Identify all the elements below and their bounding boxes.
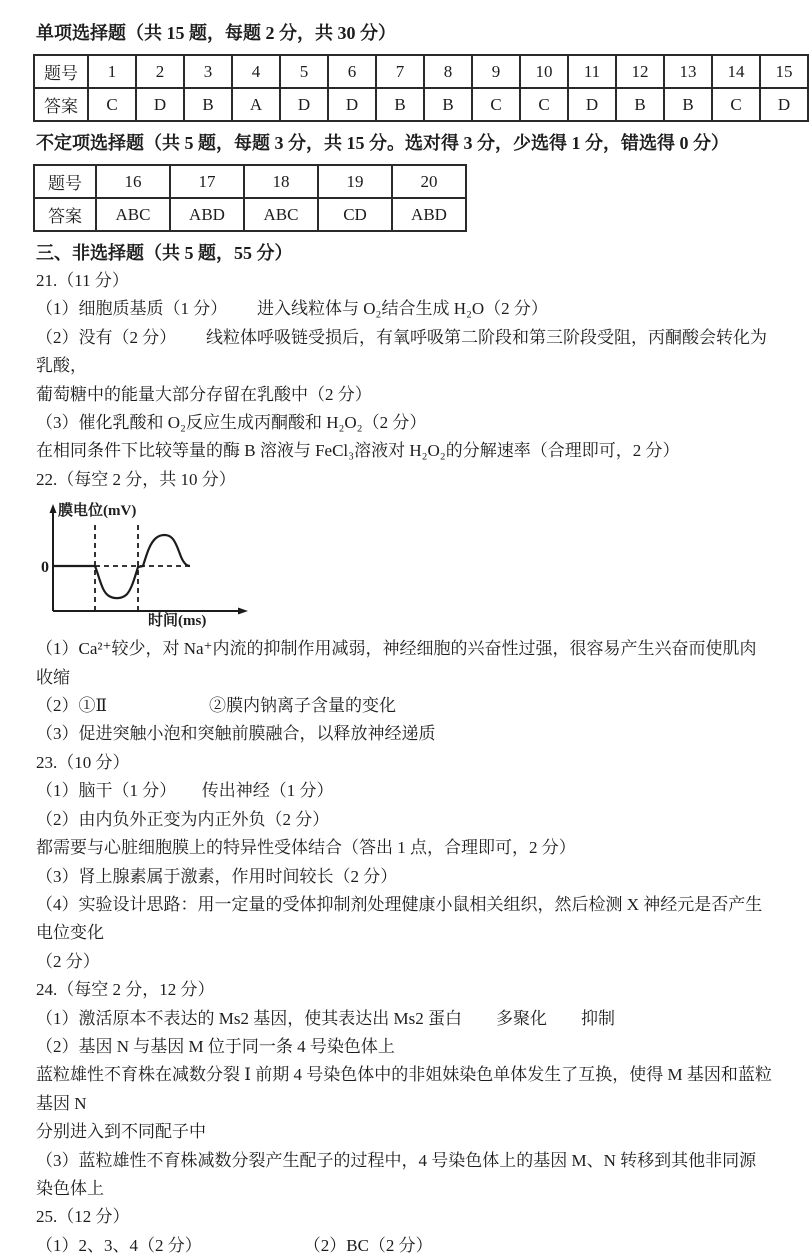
answer-cell: C [472,88,520,121]
answer-cell: CD [318,198,392,231]
answer-cell: 7 [376,55,424,88]
answer-cell: C [88,88,136,121]
answer-cell: 16 [96,165,170,198]
membrane-potential-figure [40,499,270,630]
x-axis-label: 时间(ms) [148,613,207,630]
answer-line: 蓝粒雄性不育株在减数分裂 Ⅰ 前期 4 号染色体中的非姐妹染色单体发生了互换，使得 M 基因和蓝粒基因 N [36,1065,772,1113]
multi-choice-section-title: 不定项选择题（共 5 题，每题 3 分，共 15 分。选对得 3 分，少选得 1 分，错选得 0 分） [36,133,729,153]
zero-tick-label: 0 [41,559,49,577]
answer-line: 23.（10 分） [36,752,130,772]
answer-cell: 19 [318,165,392,198]
answer-cell: B [664,88,712,121]
answer-cell: C [520,88,568,121]
single-choice-answer-table [33,54,809,122]
answer-cell: 14 [712,55,760,88]
answer-cell: 5 [280,55,328,88]
answer-cell: ABC [244,198,318,231]
answer-cell: 20 [392,165,466,198]
answer-line: （3）催化乳酸和 O₂反应生成丙酮酸和 H₂O₂（2 分） [36,413,427,433]
answer-cell: 8 [424,55,472,88]
answer-line: 葡萄糖中的能量大部分存留在乳酸中（2 分） [36,384,372,404]
answer-cell: ABD [170,198,244,231]
answer-line: （1）激活原本不表达的 Ms2 基因，使其表达出 Ms2 蛋白 多聚化 抑制 [36,1008,615,1028]
answer-cell: B [424,88,472,121]
answer-line: （3）促进突触小泡和突触前膜融合，以释放神经递质 [36,724,436,744]
answer-cell: 4 [232,55,280,88]
answer-cell: D [568,88,616,121]
answer-cell: 11 [568,55,616,88]
answer-line: 25.（12 分） [36,1207,130,1227]
answers-block-before-figure [36,267,772,494]
answer-cell: 15 [760,55,808,88]
answer-line: （2）基因 N 与基因 M 位于同一条 4 号染色体上 [36,1036,395,1056]
answer-cell: B [616,88,664,121]
membrane-potential-curve [95,535,190,598]
answer-cell: ABD [392,198,466,231]
answer-line: （2）由内负外正变为内正外负（2 分） [36,809,330,829]
table-row [34,198,466,231]
answer-cell: D [136,88,184,121]
answer-cell: D [328,88,376,121]
answer-line: （1）Ca²⁺较少，对 Na⁺内流的抑制作用减弱，神经细胞的兴奋性过强，很容易产生兴奋而使肌肉收缩 [36,639,757,687]
answer-line: （1）细胞质基质（1 分） 进入线粒体与 O₂结合生成 H₂O（2 分） [36,299,548,319]
row-label-cell: 答案 [34,198,96,231]
answer-cell: D [280,88,328,121]
answer-line: 22.（每空 2 分，共 10 分） [36,469,236,489]
answer-line: 24.（每空 2 分，12 分） [36,980,215,1000]
answer-cell: A [232,88,280,121]
answer-line: （2）没有（2 分） 线粒体呼吸链受损后，有氧呼吸第二阶段和第三阶段受阻，丙酮酸会转化为乳酸， [36,327,767,376]
table-row [34,55,808,88]
x-axis-arrow-icon [238,608,248,615]
answer-line: （4）实验设计思路：用一定量的受体抑制剂处理健康小鼠相关组织，然后检测 X 神经元是否产生电位变化 [36,894,763,943]
answer-cell: 9 [472,55,520,88]
table-row [34,88,808,121]
answer-cell: 2 [136,55,184,88]
answer-cell: 12 [616,55,664,88]
answer-cell: B [376,88,424,121]
row-label-cell: 题号 [34,55,88,88]
answer-cell: D [760,88,808,121]
answer-cell: 17 [170,165,244,198]
answer-cell: 13 [664,55,712,88]
answer-cell: 18 [244,165,318,198]
answer-cell: 3 [184,55,232,88]
single-choice-section-title: 单项选择题（共 15 题，每题 2 分，共 30 分） [36,23,396,43]
y-axis-label: 膜电位(mV) [58,503,137,520]
answer-cell: 6 [328,55,376,88]
row-label-cell: 答案 [34,88,88,121]
answer-cell: 10 [520,55,568,88]
answer-line: 21.（11 分） [36,271,129,290]
free-response-section-title: 三、非选择题（共 5 题，55 分） [36,243,293,263]
membrane-potential-chart [40,499,270,630]
answer-line: 在相同条件下比较等量的酶 B 溶液与 FeCl₃溶液对 H₂O₂的分解速率（合理即可，2 分） [36,441,680,461]
answer-cell: 1 [88,55,136,88]
answer-line: （3）肾上腺素属于激素，作用时间较长（2 分） [36,866,398,886]
answer-line: （3）蓝粒雄性不育株减数分裂产生配子的过程中，4 号染色体上的基因 M、N 转移到其他非同源染色体上 [36,1150,757,1198]
answers-block-after-figure [36,635,772,1260]
answer-line: （2 分） [36,951,100,971]
answer-line: （1）脑干（1 分） 传出神经（1 分） [36,781,334,801]
table-row [34,165,466,198]
answer-line: （1）2、3、4（2 分） （2）BC（2 分） [36,1235,433,1255]
multi-choice-answer-table [33,164,467,232]
answer-line: 分别进入到不同配子中 [36,1122,206,1142]
answer-cell: ABC [96,198,170,231]
answer-cell: B [184,88,232,121]
y-axis-arrow-icon [50,504,57,513]
answer-cell: C [712,88,760,121]
row-label-cell: 题号 [34,165,96,198]
answer-line: （2）①Ⅱ ②膜内钠离子含量的变化 [36,696,397,716]
answer-line: 都需要与心脏细胞膜上的特异性受体结合（答出 1 点，合理即可，2 分） [36,838,576,858]
